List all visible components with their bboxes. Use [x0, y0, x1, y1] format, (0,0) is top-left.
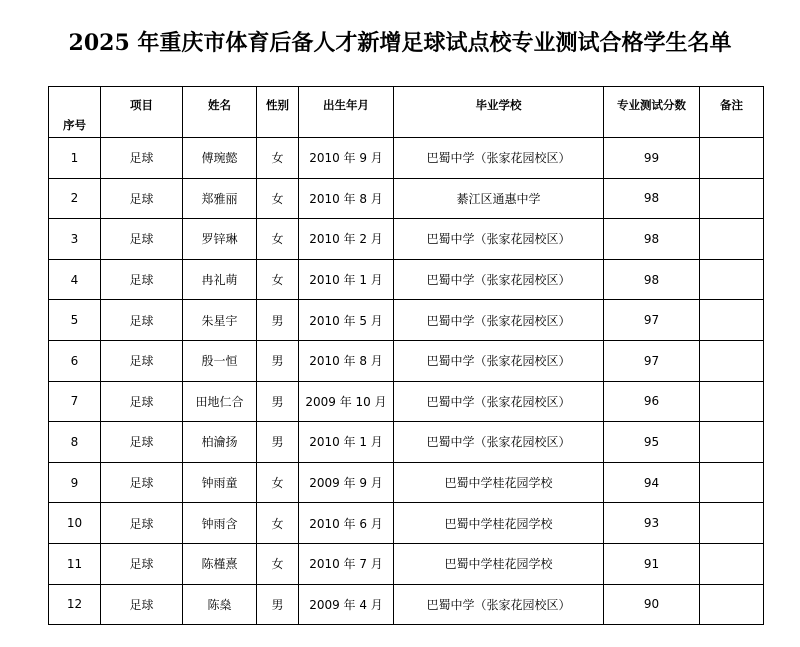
cell-note: [700, 503, 764, 544]
cell-note: [700, 300, 764, 341]
cell-gender: 女: [257, 219, 299, 260]
cell-no: 5: [49, 300, 101, 341]
cell-gender: 男: [257, 381, 299, 422]
header-item: 项目: [101, 87, 183, 138]
cell-gender: 女: [257, 462, 299, 503]
table-row: [49, 422, 764, 463]
cell-name: 钟雨含: [183, 503, 257, 544]
cell-school: 巴蜀中学（张家花园校区）: [394, 259, 604, 300]
cell-no: 10: [49, 503, 101, 544]
cell-item: 足球: [101, 462, 183, 503]
cell-name: 罗锌琳: [183, 219, 257, 260]
cell-name: 朱星宇: [183, 300, 257, 341]
cell-score: 98: [604, 219, 700, 260]
cell-item: 足球: [101, 219, 183, 260]
cell-school: 巴蜀中学（张家花园校区）: [394, 381, 604, 422]
cell-no: 7: [49, 381, 101, 422]
cell-school: 巴蜀中学（张家花园校区）: [394, 300, 604, 341]
table-row: [49, 219, 764, 260]
cell-item: 足球: [101, 259, 183, 300]
header-name: 姓名: [183, 87, 257, 138]
cell-note: [700, 381, 764, 422]
cell-item: 足球: [101, 381, 183, 422]
cell-name: 傅琬懿: [183, 138, 257, 179]
roster-table: [48, 86, 764, 625]
cell-birth: 2010 年 9 月: [299, 138, 394, 179]
cell-item: 足球: [101, 543, 183, 584]
cell-note: [700, 178, 764, 219]
table-row: [49, 138, 764, 179]
cell-item: 足球: [101, 503, 183, 544]
cell-score: 98: [604, 178, 700, 219]
cell-score: 98: [604, 259, 700, 300]
cell-birth: 2009 年 9 月: [299, 462, 394, 503]
cell-note: [700, 462, 764, 503]
cell-birth: 2010 年 2 月: [299, 219, 394, 260]
cell-birth: 2010 年 5 月: [299, 300, 394, 341]
cell-item: 足球: [101, 138, 183, 179]
cell-birth: 2010 年 1 月: [299, 259, 394, 300]
cell-gender: 女: [257, 138, 299, 179]
header-gender: 性别: [257, 87, 299, 138]
cell-note: [700, 543, 764, 584]
cell-note: [700, 138, 764, 179]
header-score: 专业测试分数: [604, 87, 700, 138]
cell-note: [700, 259, 764, 300]
cell-note: [700, 340, 764, 381]
cell-no: 11: [49, 543, 101, 584]
cell-note: [700, 584, 764, 625]
cell-birth: 2010 年 1 月: [299, 422, 394, 463]
cell-item: 足球: [101, 340, 183, 381]
cell-no: 3: [49, 219, 101, 260]
cell-gender: 男: [257, 422, 299, 463]
cell-school: 巴蜀中学桂花园学校: [394, 543, 604, 584]
cell-no: 9: [49, 462, 101, 503]
cell-birth: 2010 年 8 月: [299, 340, 394, 381]
table-row: [49, 300, 764, 341]
table-row: [49, 340, 764, 381]
table-row: [49, 178, 764, 219]
cell-note: [700, 219, 764, 260]
cell-no: 1: [49, 138, 101, 179]
cell-item: 足球: [101, 300, 183, 341]
cell-school: 巴蜀中学桂花园学校: [394, 462, 604, 503]
cell-gender: 女: [257, 503, 299, 544]
cell-birth: 2010 年 8 月: [299, 178, 394, 219]
cell-name: 郑雅丽: [183, 178, 257, 219]
cell-name: 殷一恒: [183, 340, 257, 381]
cell-name: 冉礼萌: [183, 259, 257, 300]
cell-gender: 女: [257, 178, 299, 219]
cell-no: 12: [49, 584, 101, 625]
cell-item: 足球: [101, 584, 183, 625]
cell-name: 陈槿熹: [183, 543, 257, 584]
header-school: 毕业学校: [394, 87, 604, 138]
cell-score: 94: [604, 462, 700, 503]
cell-score: 96: [604, 381, 700, 422]
header-note: 备注: [700, 87, 764, 138]
header-birth: 出生年月: [299, 87, 394, 138]
cell-birth: 2009 年 10 月: [299, 381, 394, 422]
cell-birth: 2010 年 7 月: [299, 543, 394, 584]
cell-school: 綦江区通惠中学: [394, 178, 604, 219]
cell-score: 93: [604, 503, 700, 544]
cell-school: 巴蜀中学桂花园学校: [394, 503, 604, 544]
cell-note: [700, 422, 764, 463]
cell-item: 足球: [101, 422, 183, 463]
cell-no: 2: [49, 178, 101, 219]
cell-name: 陈燊: [183, 584, 257, 625]
cell-school: 巴蜀中学（张家花园校区）: [394, 422, 604, 463]
cell-school: 巴蜀中学（张家花园校区）: [394, 138, 604, 179]
cell-score: 97: [604, 340, 700, 381]
table-row: [49, 462, 764, 503]
table-row: [49, 381, 764, 422]
cell-school: 巴蜀中学（张家花园校区）: [394, 219, 604, 260]
cell-score: 97: [604, 300, 700, 341]
table-body: [49, 138, 764, 625]
cell-score: 90: [604, 584, 700, 625]
cell-gender: 女: [257, 259, 299, 300]
cell-school: 巴蜀中学（张家花园校区）: [394, 584, 604, 625]
cell-name: 钟雨童: [183, 462, 257, 503]
header-no: 序号: [49, 87, 101, 138]
cell-item: 足球: [101, 178, 183, 219]
cell-no: 8: [49, 422, 101, 463]
cell-score: 95: [604, 422, 700, 463]
cell-score: 91: [604, 543, 700, 584]
cell-score: 99: [604, 138, 700, 179]
cell-no: 6: [49, 340, 101, 381]
table-row: [49, 503, 764, 544]
cell-no: 4: [49, 259, 101, 300]
cell-gender: 女: [257, 543, 299, 584]
table-header-row: [49, 87, 764, 138]
cell-gender: 男: [257, 300, 299, 341]
cell-birth: 2009 年 4 月: [299, 584, 394, 625]
cell-name: 田地仁合: [183, 381, 257, 422]
table-row: [49, 543, 764, 584]
table-row: [49, 584, 764, 625]
cell-school: 巴蜀中学（张家花园校区）: [394, 340, 604, 381]
cell-gender: 男: [257, 340, 299, 381]
cell-birth: 2010 年 6 月: [299, 503, 394, 544]
page-title: 2025 年重庆市体育后备人才新增足球试点校专业测试合格学生名单: [68, 30, 732, 56]
cell-gender: 男: [257, 584, 299, 625]
cell-name: 柏瀹扬: [183, 422, 257, 463]
table-row: [49, 259, 764, 300]
